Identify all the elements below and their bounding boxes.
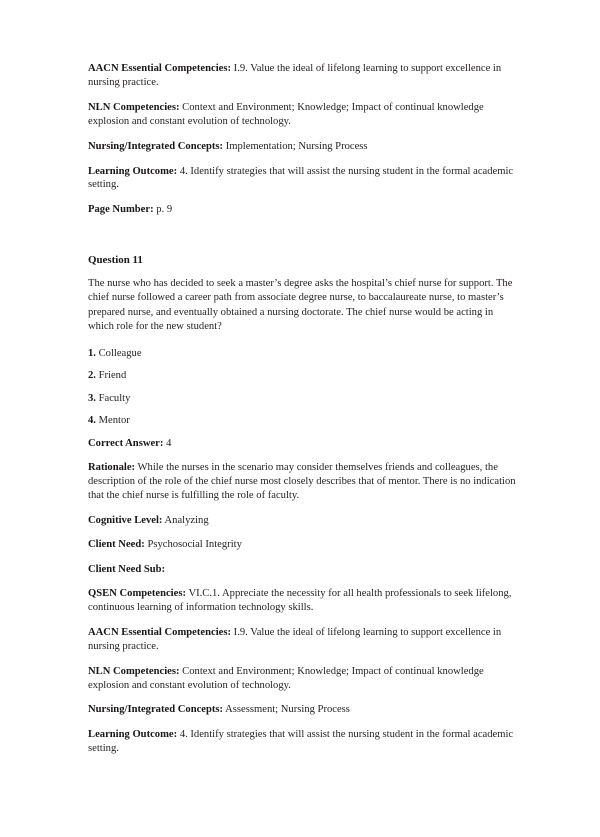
metadata-value: Implementation; Nursing Process [225,140,368,152]
metadata-label: Correct Answer: [88,437,164,449]
question-stem: The nurse who has decided to seek a master’s degree asks the hospital’s chief nurse for support. The chief nurse followed a career path from associate degree nurse, to baccalaureate nurse, to master’s prepared nurse, and eventually obtained a nursing doctorate. The chief nurse would be acting in which role for the new student? [88,278,513,332]
metadata-value: While the nurses in the scenario may consider themselves friends and colleagues, the description of the role of the chief nurse most closely describes that of mentor. There is no indication that the chief nurse is fulfilling the role of faculty. [88,462,516,501]
metadata-value: Assessment; Nursing Process [225,704,350,716]
metadata-label: AACN Essential Competencies: [88,63,232,74]
answer-option-4[interactable] [88,414,518,428]
option-number: 1. [88,348,96,360]
metadata-label: AACN Essential Competencies: [88,626,232,638]
answer-option-3[interactable] [88,392,518,406]
metadata-value: p. 9 [156,204,173,216]
metadata-label: QSEN Competencies: [88,588,186,600]
metadata-value: I.9. Value the ideal of lifelong learning to support excellence in nursing practice. [88,626,502,652]
metadata-value: 4 [166,437,172,449]
metadata-label: Nursing/Integrated Concepts: [88,704,224,716]
metadata-label: Client Need Sub: [88,563,166,575]
answer-option-2[interactable] [88,369,518,383]
option-number: 3. [88,392,96,404]
metadata-entry-cognitive-level [88,514,518,528]
metadata-label: Rationale: [88,462,136,474]
metadata-entry-learning-outcome [88,728,518,756]
option-number: 4. [88,415,96,427]
metadata-entry-aacn [88,62,518,90]
metadata-entry-client-need [88,538,518,552]
metadata-entry-nln [88,101,518,129]
metadata-value: Context and Environment; Knowledge; Impact of continual knowledge explosion and constant evolution of technology. [88,665,484,691]
metadata-entry-learning-outcome [88,165,518,193]
question-block [88,253,518,755]
metadata-label: NLN Competencies: [88,101,180,113]
question-heading: Question 11 [88,254,143,267]
metadata-entry-qsen [88,587,518,615]
metadata-value: I.9. Value the ideal of lifelong learning to support excellence in nursing practice. [88,63,502,88]
metadata-label: Learning Outcome: [88,165,178,177]
metadata-entry-nursing-concepts [88,703,518,717]
metadata-value: VI.C.1. Appreciate the necessity for all health professionals to seek lifelong, continuous learning of information technology skills. [88,588,512,613]
metadata-value: Context and Environment; Knowledge; Impact of continual knowledge explosion and constant evolution of technology. [88,101,484,127]
option-text: Colleague [98,348,142,360]
metadata-value: Analyzing [164,514,209,526]
option-text: Friend [98,370,127,382]
metadata-label: Learning Outcome: [88,728,178,740]
metadata-label: Cognitive Level: [88,514,163,526]
metadata-value: Psychosocial Integrity [147,539,242,551]
metadata-label: Page Number: [88,204,154,216]
previous-question-metadata [88,62,518,217]
option-text: Faculty [98,392,131,404]
metadata-entry-page-number [88,203,518,217]
option-number: 2. [88,370,96,382]
metadata-label: NLN Competencies: [88,665,180,677]
metadata-entry-nursing-concepts [88,140,518,154]
question-metadata [88,437,518,756]
metadata-entry-correct-answer [88,437,518,451]
metadata-entry-aacn [88,626,518,654]
page-bottom-whitespace [88,767,518,837]
metadata-label: Nursing/Integrated Concepts: [88,140,224,152]
metadata-entry-client-need-sub [88,563,518,577]
option-text: Mentor [98,415,130,427]
answer-options-list [88,347,518,428]
answer-option-1[interactable] [88,347,518,361]
metadata-value: 4. Identify strategies that will assist the nursing student in the formal academic setting. [88,165,514,191]
metadata-entry-rationale [88,461,518,503]
metadata-label: Client Need: [88,539,145,551]
metadata-entry-nln [88,665,518,693]
metadata-value: 4. Identify strategies that will assist the nursing student in the formal academic setting. [88,728,514,754]
